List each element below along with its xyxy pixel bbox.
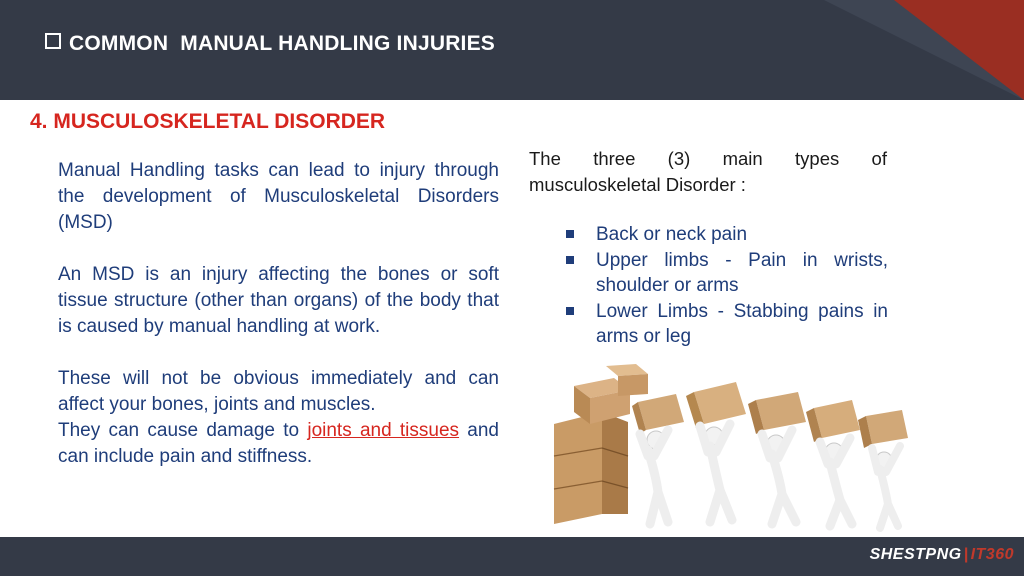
- types-intro-line2: musculoskeletal Disorder :: [529, 174, 746, 195]
- brand-separator: |: [963, 546, 969, 563]
- checkbox-icon: [45, 33, 61, 49]
- square-bullet-icon: [566, 230, 574, 238]
- list-item: Upper limbs - Pain in wrists, shoulder or arms: [566, 248, 888, 299]
- msd-definition-paragraph: An MSD is an injury affecting the bones or soft tissue structure (other than organs) of the body that is caused by manual handling at work.: [58, 264, 499, 337]
- header-decor-red: [894, 0, 1024, 100]
- box-stack: [554, 364, 648, 524]
- list-item: Lower Limbs - Stabbing pains in arms or leg: [566, 299, 888, 350]
- boxes-workers-image: [544, 364, 918, 534]
- msd-intro-paragraph: Manual Handling tasks can lead to injury through the development of Musculoskeletal Disorders (MSD): [58, 160, 499, 233]
- slide-title-text: COMMON MANUAL HANDLING INJURIES: [69, 32, 496, 55]
- section-title: 4. MUSCULOSKELETAL DISORDER: [30, 110, 386, 133]
- msd-types-list: [566, 222, 888, 350]
- worker-figures: [632, 382, 908, 528]
- slide-title: [45, 32, 495, 56]
- footer-brand: [870, 546, 1014, 564]
- msd-effects-paragraph: These will not be obvious immediately and can affect your bones, joints and muscles.: [58, 368, 499, 415]
- square-bullet-icon: [566, 307, 574, 315]
- square-bullet-icon: [566, 256, 574, 264]
- brand-right-text: IT360: [970, 546, 1014, 563]
- footer-bar: [0, 537, 1024, 576]
- types-intro: [529, 146, 887, 198]
- types-intro-line1: The three (3) main types of: [529, 148, 887, 169]
- list-item: Back or neck pain: [566, 222, 888, 248]
- left-text-column: [58, 158, 499, 470]
- header-bar: [0, 0, 1024, 100]
- msd-damage-paragraph: They can cause damage to joints and tissues and can include pain and stiffness.: [58, 420, 499, 467]
- brand-left-text: SHESTPNG: [869, 546, 962, 563]
- workers-carrying-boxes-illustration: [544, 364, 918, 534]
- joints-tissues-link[interactable]: joints and tissues: [307, 420, 460, 441]
